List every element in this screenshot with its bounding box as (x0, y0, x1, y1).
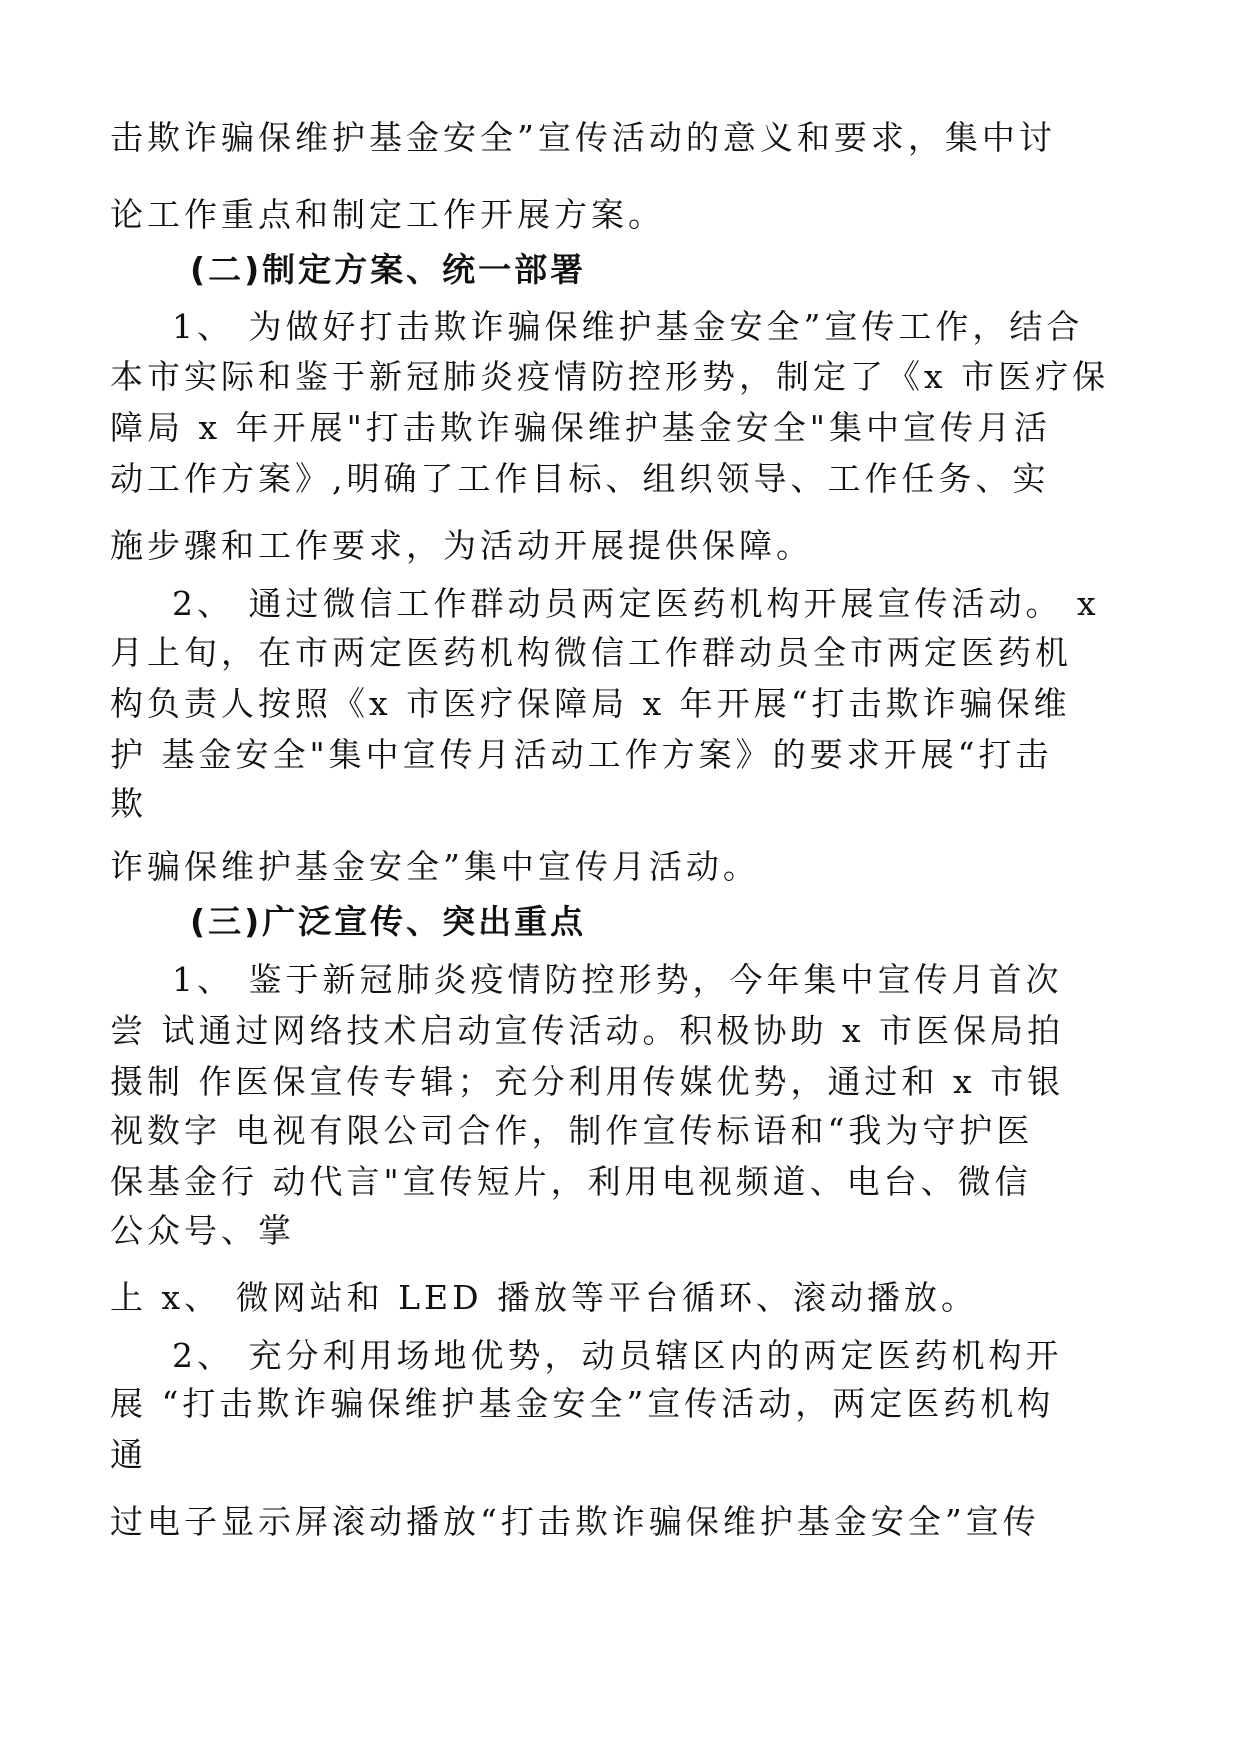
text-line: 过电子显示屏滚动播放“打击欺诈骗保维护基金安全”宣传 (110, 1502, 1040, 1541)
text-line: 动工作方案》,明确了工作目标、组织领导、工作任务、实 (110, 459, 1050, 498)
text-line: 欺 (110, 784, 147, 823)
text-line: 展 “打击欺诈骗保维护基金安全”宣传活动，两定医药机构 (110, 1384, 1055, 1423)
section-heading: (二)制定方案、统一部署 (190, 250, 587, 289)
text-line: 护 基金安全"集中宣传月活动工作方案》的要求开展“打击 (110, 735, 1053, 774)
text-line: 诈骗保维护基金安全”集中宣传月活动。 (110, 847, 760, 886)
text-line: 论工作重点和制定工作开展方案。 (110, 195, 665, 234)
text-line: 尝 试通过网络技术启动宣传活动。积极协助 x 市医保局拍 (110, 1011, 1065, 1050)
text-line: 障局 x 年开展"打击欺诈骗保维护基金安全"集中宣传月活 (110, 408, 1051, 447)
text-line: 保基金行 动代言"宣传短片，利用电视频道、电台、微信 (110, 1162, 1032, 1201)
text-line: 本市实际和鉴于新冠肺炎疫情防控形势，制定了《x 市医疗保 (110, 357, 1110, 396)
text-line: 2、 充分利用场地优势，动员辖区内的两定医药机构开 (172, 1336, 1063, 1375)
text-line: 构负责人按照《x 市医疗保障局 x 年开展“打击欺诈骗保维 (110, 684, 1071, 723)
text-line: 月上旬，在市两定医药机构微信工作群动员全市两定医药机 (110, 633, 1072, 672)
text-line: 视数字 电视有限公司合作，制作宣传标语和“我为守护医 (110, 1111, 1034, 1150)
text-line: 2、 通过微信工作群动员两定医药机构开展宣传活动。 x (172, 584, 1100, 623)
text-line: 通 (110, 1435, 147, 1474)
text-line: 击欺诈骗保维护基金安全”宣传活动的意义和要求，集中讨 (110, 118, 1056, 157)
text-line: 公众号、掌 (110, 1211, 295, 1250)
text-line: 施步骤和工作要求，为活动开展提供保障。 (110, 526, 813, 565)
text-line: 摄制 作医保宣传专辑；充分利用传媒优势，通过和 x 市银 (110, 1062, 1065, 1101)
text-line: 1、 鉴于新冠肺炎疫情防控形势，今年集中宣传月首次 (172, 960, 1063, 999)
text-line: 1、 为做好打击欺诈骗保维护基金安全”宣传工作，结合 (172, 307, 1084, 346)
text-line: 上 x、 微网站和 LED 播放等平台循环、滚动播放。 (110, 1278, 979, 1317)
section-heading: (三)广泛宣传、突出重点 (190, 902, 587, 941)
